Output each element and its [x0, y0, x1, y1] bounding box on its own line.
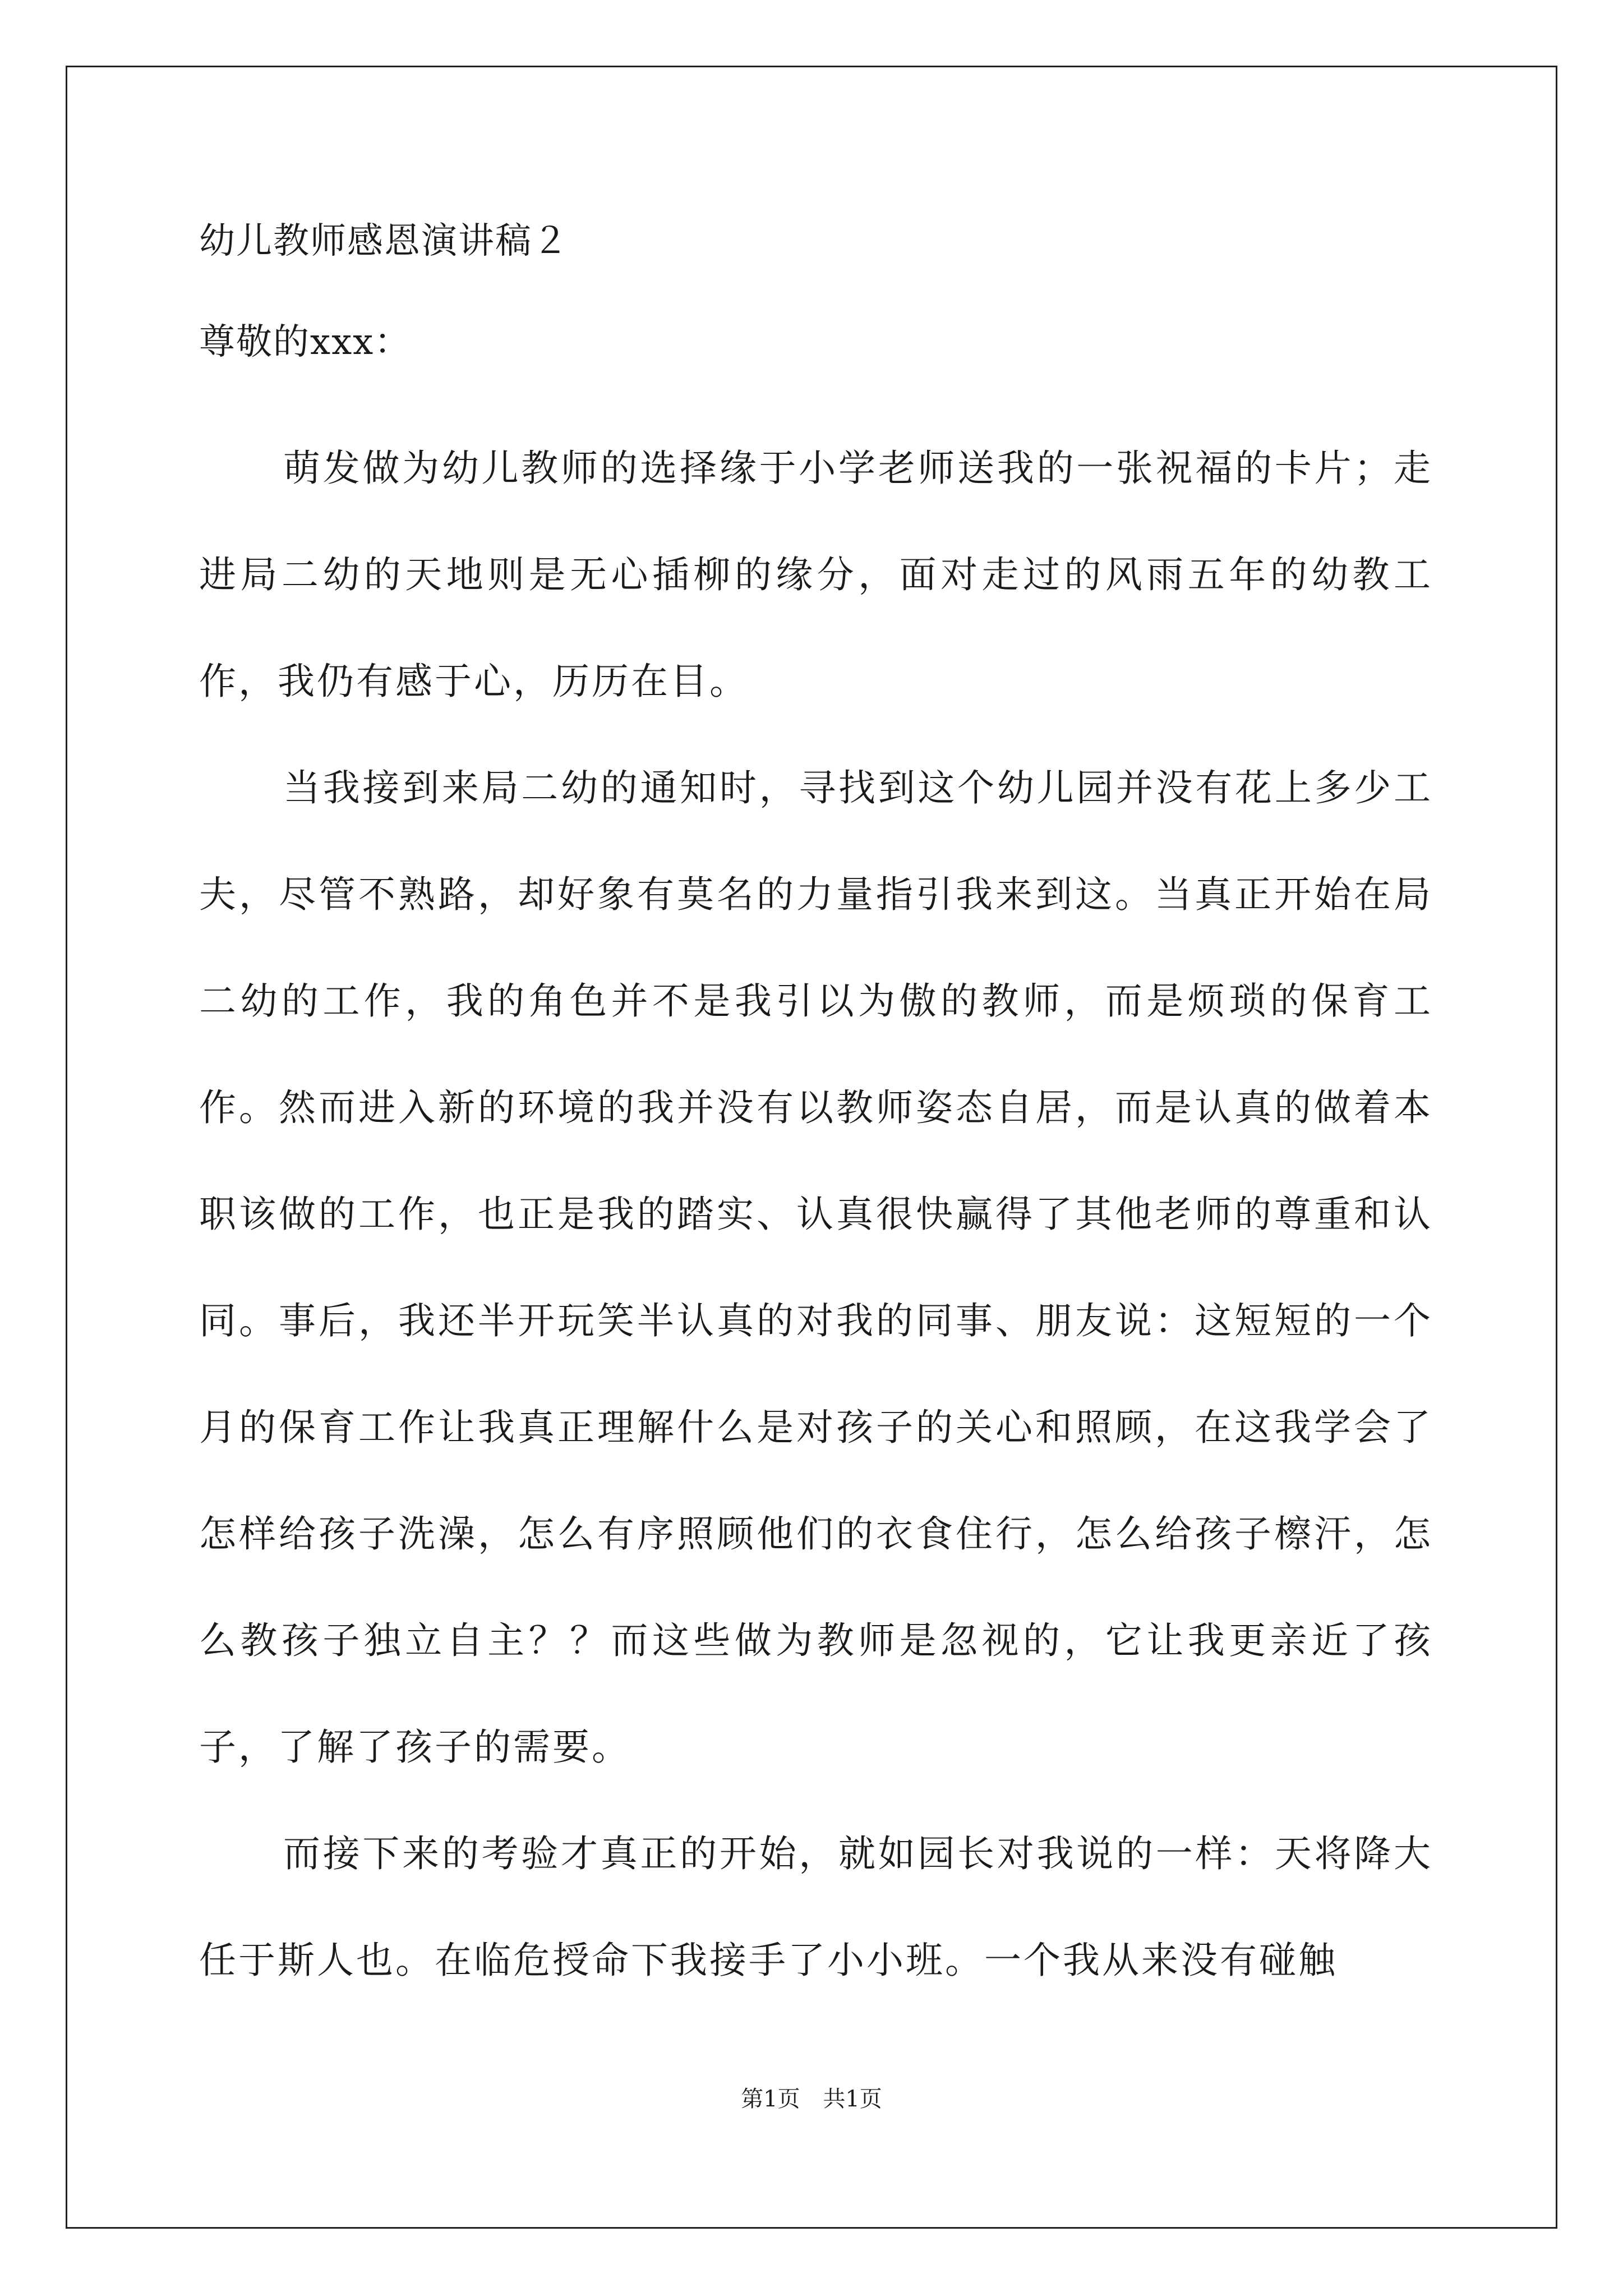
- page-number: 第1页: [741, 2086, 800, 2112]
- paragraph-1: 萌发做为幼儿教师的选择缘于小学老师送我的一张祝福的卡片；走进局二幼的天地则是无心插柳的缘分，面对走过的风雨五年的幼教工作，我仍有感于心，历历在目。: [199, 447, 1433, 703]
- paragraph-2: 当我接到来局二幼的通知时，寻找到这个幼儿园并没有花上多少工夫，尽管不熟路，却好象有莫名的力量指引我来到这。当真正开始在局二幼的工作，我的角色并不是我引以为傲的教师，而是烦琐的保育工作。然而进入新的环境的我并没有以教师姿态自居，而是认真的做着本职该做的工作，也正是我的踏实、认真很快赢得了其他老师的尊重和认同。事后，我还半开玩笑半认真的对我的同事、朋友说：这短短的一个月的保育工作让我真正理解什么是对孩子的关心和照顾，在这我学会了怎样给孩子洗澡，怎么有序照顾他们的衣食住行，怎么给孩子檫汗，怎么教孩子独立自主？？而这些做为教师是忽视的，它让我更亲近了孩子，了解了孩子的需要。: [199, 766, 1433, 1769]
- page-footer: [0, 2082, 1623, 2116]
- salutation: 尊敬的xxx：: [199, 321, 412, 363]
- page-total: 共1页: [823, 2086, 882, 2112]
- document-body: [199, 213, 1433, 2014]
- paragraph-3: 而接下来的考验才真正的开始，就如园长对我说的一样：天将降大任于斯人也。在临危授命下我接手了小小班。一个我从来没有碰触: [199, 1832, 1433, 1982]
- document-title: 幼儿教师感恩演讲稿２: [199, 220, 569, 262]
